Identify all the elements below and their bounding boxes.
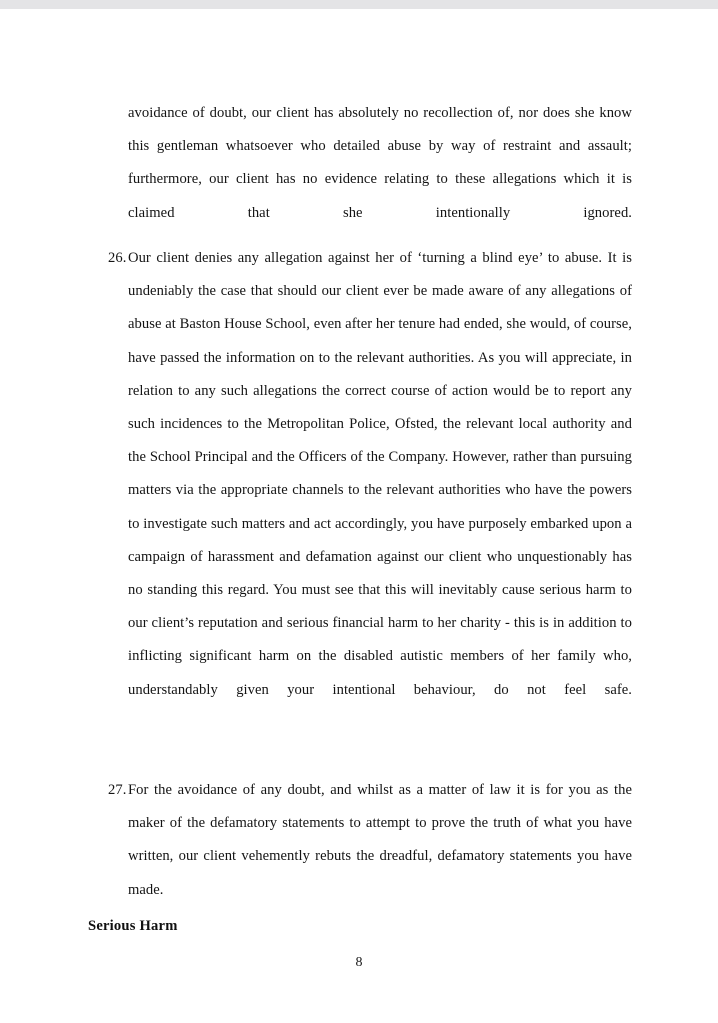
page-number: 8 — [355, 955, 363, 970]
paragraph-number-27: 27. — [108, 782, 127, 798]
section-heading-serious-harm: Serious Harm — [88, 918, 178, 934]
paragraph-text: Our client denies any allegation against her of ‘turning a blind eye’ to abuse. It is undeniably the case that should our client ever be made aware of any allegations of abuse at Baston House School, even after her tenure had ended, she would, of course, have passed the information on to the relevant authorities. As you will appreciate, in relation to any such allegations the correct course of action would be to report any such incidences to the Metropolitan Police, Ofsted, the relevant local authority and the School Principal and the Officers of the Company. However, rather than pursuing matters via the appropriate channels to the relevant authorities who have the powers to investigate such matters and act accordingly, you have purposely embarked upon a campaign of harassment and defamation against our client who unquestionably has no standing this regard. You must see that this will inevitably cause serious harm to our client’s reputation and serious financial harm to her charity - this is in addition to inflicting significant harm on the disabled autistic members of her family who, understandably given your intentional behaviour, do not feel safe. — [128, 250, 632, 698]
document-page — [0, 9, 718, 1023]
paragraph-26 — [108, 242, 632, 740]
paragraph-27 — [108, 774, 632, 940]
paragraph-continuation — [108, 97, 632, 263]
page-top-gutter — [0, 0, 718, 9]
paragraph-text: For the avoidance of any doubt, and whilst as a matter of law it is for you as the maker of the defamatory statements to attempt to prove the truth of what you have written, our client vehemently rebuts the dreadful, defamatory statements you have made. — [128, 782, 632, 898]
paragraph-text: avoidance of doubt, our client has absolutely no recollection of, nor does she know this gentleman whatsoever who detailed abuse by way of restraint and assault; furthermore, our client has no evidence relating to these allegations which it is claimed that she intentionally ignored. — [128, 105, 632, 221]
paragraph-number-26: 26. — [108, 250, 127, 266]
